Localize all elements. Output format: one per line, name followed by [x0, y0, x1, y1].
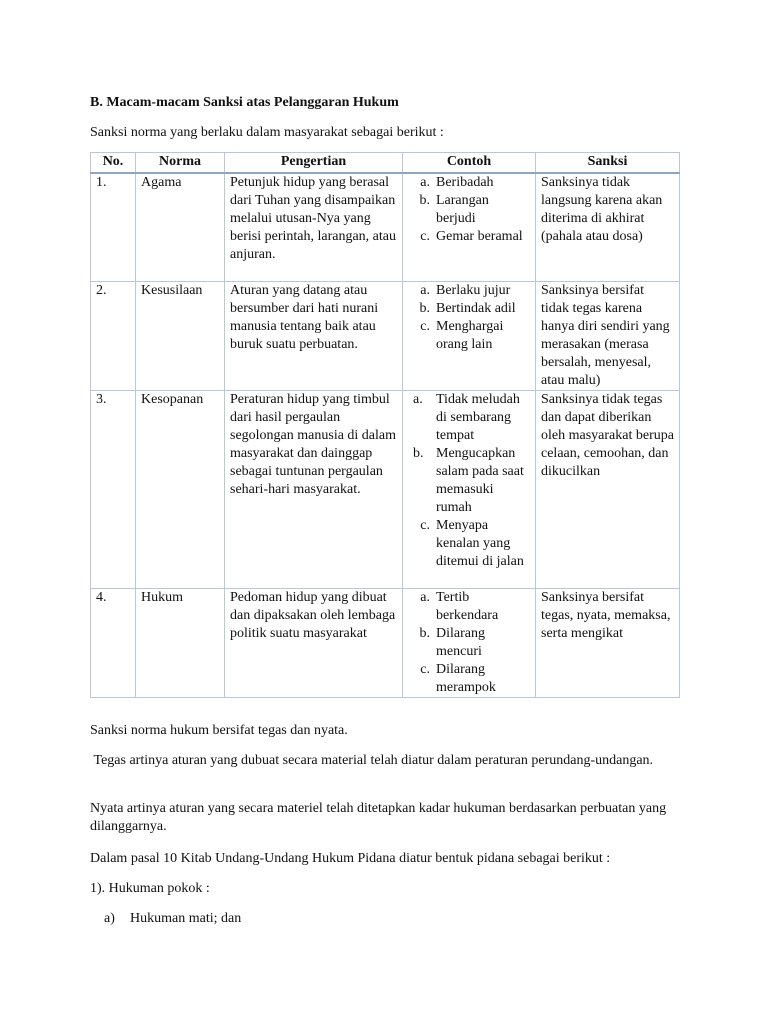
- cell-pengertian: Petunjuk hidup yang berasal dari Tuhan yang disampaikan melalui utusan-Nya yang berisi perintah, larangan, atau anjuran.: [225, 173, 403, 281]
- paragraph-sanksi-hukum: Sanksi norma hukum bersifat tegas dan nyata.: [90, 723, 348, 738]
- subitem-hukuman-mati: [104, 910, 241, 928]
- cell-no: 1.: [91, 173, 136, 281]
- subitem-text: Hukuman mati; dan: [130, 911, 242, 926]
- sanksi-table: [90, 152, 680, 698]
- list-item: b. Bertindak adil: [419, 300, 516, 316]
- cell-sanksi: Sanksinya bersifat tidak tegas karena hanya diri sendiri yang merasakan (merasa bersalah, menyesal, atau malu): [536, 281, 680, 390]
- header-contoh: Contoh: [403, 153, 536, 174]
- cell-contoh: [403, 173, 536, 281]
- header-norma: Norma: [136, 153, 225, 174]
- list-item: c. Menyapa kenalan yang ditemui di jalan: [420, 517, 524, 569]
- paragraph-tegas: Tegas artinya aturan yang dubuat secara material telah diatur dalam peraturan perundang-undangan.: [90, 753, 654, 768]
- cell-no: 4.: [91, 588, 136, 697]
- list-item: b. Dilarang mencuri: [419, 625, 485, 659]
- cell-pengertian: Aturan yang datang atau bersumber dari hati nurani manusia tentang baik atau buruk suatu perbuatan.: [225, 281, 403, 390]
- cell-pengertian: Pedoman hidup yang dibuat dan dipaksakan oleh lembaga politik suatu masyarakat: [225, 588, 403, 697]
- paragraph-hukuman-pokok: 1). Hukuman pokok :: [90, 881, 210, 896]
- header-sanksi: Sanksi: [536, 153, 680, 174]
- paragraph-nyata: Nyata artinya aturan yang secara materiel telah ditetapkan kadar hukuman berdasarkan perbuatan yang dilanggarnya.: [90, 801, 667, 834]
- cell-no: 2.: [91, 281, 136, 390]
- table-row: [91, 281, 680, 390]
- list-item: c. Gemar beramal: [420, 229, 523, 244]
- header-pengertian: Pengertian: [225, 153, 403, 174]
- list-item: c. Dilarang merampok: [420, 661, 496, 695]
- cell-sanksi: Sanksinya bersifat tegas, nyata, memaksa, serta mengikat: [536, 588, 680, 697]
- table-row: [91, 390, 680, 588]
- intro-text: Sanksi norma yang berlaku dalam masyarakat sebagai berikut :: [90, 125, 444, 140]
- cell-contoh: [403, 390, 536, 588]
- cell-norma: Agama: [136, 173, 225, 281]
- cell-no: 3.: [91, 390, 136, 588]
- list-item: a. Tidak meludah di sembarang tempat: [413, 391, 520, 443]
- subitem-marker: a): [104, 911, 115, 926]
- section-heading: B. Macam-macam Sanksi atas Pelanggaran Hukum: [90, 95, 399, 110]
- header-no: No.: [91, 153, 136, 174]
- list-item: b. Larangan berjudi: [419, 193, 489, 226]
- table-header-row: [91, 153, 680, 174]
- cell-contoh: [403, 281, 536, 390]
- cell-pengertian: Peraturan hidup yang timbul dari hasil pergaulan segolongan manusia di dalam masyarakat dan dainggap sebagai tuntunan pergaulan sehari-hari masyarakat.: [225, 390, 403, 588]
- cell-sanksi: Sanksinya tidak tegas dan dapat diberikan oleh masyarakat berupa celaan, cemoohan, dan dikucilkan: [536, 390, 680, 588]
- cell-norma: Kesopanan: [136, 390, 225, 588]
- table-row: [91, 588, 680, 697]
- cell-sanksi: Sanksinya tidak langsung karena akan diterima di akhirat (pahala atau dosa): [536, 173, 680, 281]
- paragraph-pasal-10: Dalam pasal 10 Kitab Undang-Undang Hukum Pidana diatur bentuk pidana sebagai berikut :: [90, 851, 611, 866]
- list-item: a. Berlaku jujur: [420, 282, 511, 298]
- cell-norma: Hukum: [136, 588, 225, 697]
- cell-norma: Kesusilaan: [136, 281, 225, 390]
- cell-contoh: [403, 588, 536, 697]
- table-row: [91, 173, 680, 281]
- list-item: c. Menghargai orang lain: [420, 318, 504, 352]
- list-item: a. Beribadah: [420, 175, 494, 190]
- list-item: a. Tertib berkendara: [420, 589, 499, 623]
- list-item: b. Mengucapkan salam pada saat memasuki rumah: [413, 445, 524, 515]
